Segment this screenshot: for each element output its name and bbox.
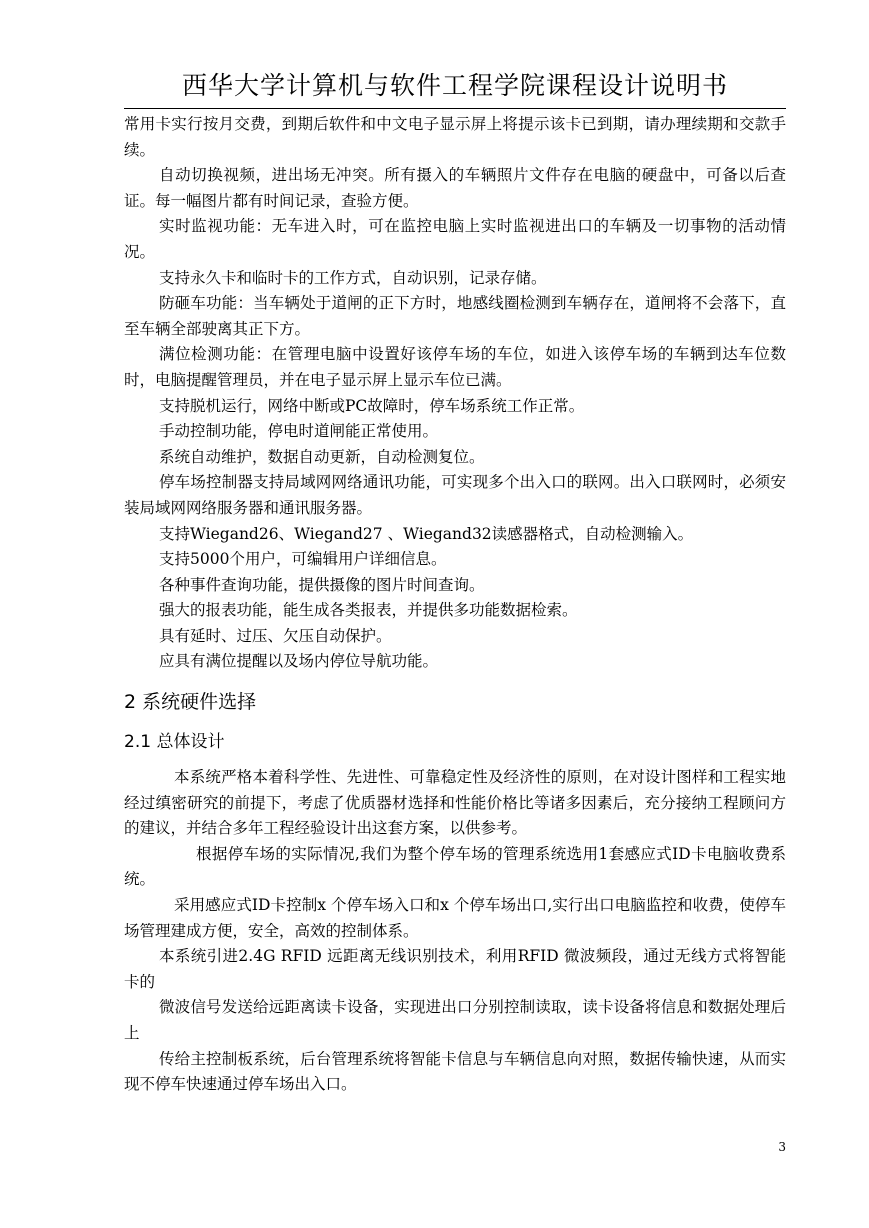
paragraph: 应具有满位提醒以及场内停位导航功能。	[159, 652, 439, 671]
paragraph: 停车场控制器支持局域网网络通讯功能，可实现多个出入口的联网。出入口联网时，必须安装局域网网络服务器和通讯服务器。	[124, 473, 786, 517]
paragraph: 本系统严格本着科学性、先进性、可靠稳定性及经济性的原则，在对设计图样和工程实地经过缜密研究的前提下，考虑了优质器材选择和性能价格比等诸多因素后，充分接纳工程顾问方的建议，并结合多年工程经验设计出这套方案，以供参考。	[124, 768, 786, 838]
subsection-heading: 2.1 总体设计	[124, 732, 225, 753]
paragraph: 强大的报表功能，能生成各类报表，并提供多功能数据检索。	[159, 601, 578, 620]
paragraph: 具有延时、过压、欠压自动保护。	[159, 626, 392, 645]
paragraph: 各种事件查询功能，提供摄像的图片时间查询。	[159, 575, 485, 594]
page-header-title: 西华大学计算机与软件工程学院课程设计说明书	[181, 71, 728, 100]
paragraph: 自动切换视频，进出场无冲突。所有摄入的车辆照片文件存在电脑的硬盘中，可备以后查证。每一幅图片都有时间记录，查验方便。	[124, 166, 786, 210]
page-number: 3	[778, 1140, 786, 1154]
section-heading: 2 系统硬件选择	[124, 691, 257, 714]
paragraph: 根据停车场的实际情况,我们为整个停车场的管理系统选用1套感应式ID卡电脑收费系统。	[124, 844, 786, 889]
paragraph: 防砸车功能：当车辆处于道闸的正下方时，地感线圈检测到车辆存在，道闸将不会落下，直至车辆全部驶离其正下方。	[124, 294, 786, 338]
paragraph: 传给主控制板系统，后台管理系统将智能卡信息与车辆信息向对照，数据传输快速，从而实现不停车快速通过停车场出入口。	[124, 1049, 786, 1094]
paragraph: 本系统引进2.4G RFID 远距离无线识别技术，利用RFID 微波频段，通过无线方式将智能卡的	[124, 947, 786, 991]
header-divider	[124, 108, 786, 109]
paragraph: 实时监视功能：无车进入时，可在监控电脑上实时监视进出口的车辆及一切事物的活动情况。	[124, 217, 786, 261]
paragraph: 手动控制功能，停电时道闸能正常使用。	[159, 422, 439, 441]
paragraph: 满位检测功能：在管理电脑中设置好该停车场的车位，如进入该停车场的车辆到达车位数时，电脑提醒管理员，并在电子显示屏上显示车位已满。	[124, 345, 786, 389]
paragraph: 常用卡实行按月交费，到期后软件和中文电子显示屏上将提示该卡已到期，请办理续期和交款手续。	[124, 115, 786, 159]
paragraph: 支持脱机运行，网络中断或PC故障时，停车场系统工作正常。	[159, 396, 585, 415]
document-body	[124, 112, 786, 1098]
paragraph: 系统自动维护，数据自动更新，自动检测复位。	[159, 447, 485, 466]
paragraph: 支持永久卡和临时卡的工作方式，自动识别，记录存储。	[159, 268, 547, 287]
paragraph: 支持5000个用户，可编辑用户详细信息。	[159, 550, 447, 569]
paragraph: 微波信号发送给远距离读卡设备，实现进出口分别控制读取，读卡设备将信息和数据处理后上	[124, 998, 786, 1042]
paragraph: 支持Wiegand26、Wiegand27 、Wiegand32读感器格式，自动检测输入。	[159, 524, 694, 543]
paragraph: 采用感应式ID卡控制x 个停车场入口和x 个停车场出口,实行出口电脑监控和收费，使停车场管理建成方便，安全，高效的控制体系。	[124, 896, 786, 940]
